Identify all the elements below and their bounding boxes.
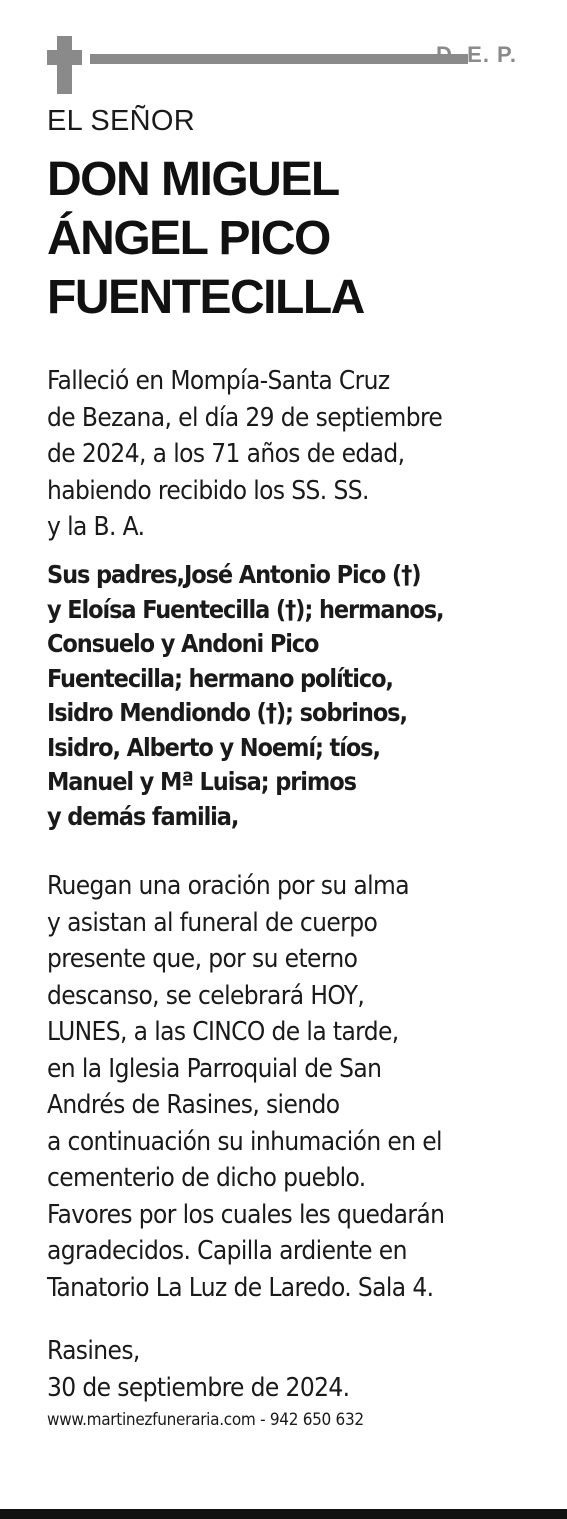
text-line: Falleció en Mompía-Santa Cruz	[47, 366, 390, 396]
family-paragraph	[47, 558, 527, 834]
deceased-name	[47, 150, 527, 327]
bottom-rule	[0, 1509, 567, 1519]
cross-icon	[57, 36, 72, 94]
text-line: 30 de septiembre de 2024.	[47, 1372, 350, 1403]
text-line: Favores por los cuales les quedarán	[47, 1199, 445, 1230]
cross-icon-arm	[47, 50, 82, 65]
text-line: a continuación su inhumación en el	[47, 1126, 442, 1157]
text-line: en la Iglesia Parroquial de San	[47, 1053, 382, 1084]
text-line: descanso, se celebrará HOY,	[47, 980, 365, 1011]
title-prefix: EL SEÑOR	[47, 105, 195, 137]
text-line: Consuelo y Andoni Pico	[47, 629, 319, 658]
text-line: presente que, por su eterno	[47, 944, 358, 974]
request-paragraph	[47, 868, 527, 1306]
text-line: y demás familia,	[47, 801, 239, 831]
dep-label: D. E. P.	[436, 42, 517, 67]
text-line: cementerio de dicho pueblo.	[47, 1163, 366, 1193]
text-line: Fuentecilla; hermano político,	[47, 663, 393, 693]
text-line: de 2024, a los 71 años de edad,	[47, 439, 405, 469]
notice-header	[47, 36, 517, 96]
text-line: Rasines,	[47, 1336, 140, 1366]
text-line: LUNES, a las CINCO de la tarde,	[47, 1017, 399, 1047]
text-line: agradecidos. Capilla ardiente en	[47, 1236, 407, 1266]
text-line: Tanatorio La Luz de Laredo. Sala 4.	[47, 1272, 434, 1303]
text-line: de Bezana, el día 29 de septiembre	[47, 402, 443, 433]
name-line: DON MIGUEL	[47, 153, 339, 206]
place-date	[47, 1333, 527, 1406]
death-paragraph	[47, 363, 527, 546]
text-line: Andrés de Rasines, siendo	[47, 1090, 340, 1120]
text-line: Ruegan una oración por su alma	[47, 871, 409, 901]
text-line: y Eloísa Fuentecilla (†); hermanos,	[47, 594, 444, 624]
text-line: y la B. A.	[47, 512, 145, 542]
text-line: Isidro Mendiondo (†); sobrinos,	[47, 698, 407, 727]
header-rule	[90, 54, 468, 64]
text-line: Isidro, Alberto y Noemí; tíos,	[47, 732, 380, 762]
text-line: habiendo recibido los SS. SS.	[47, 475, 369, 506]
text-line: Sus padres,José Antonio Pico (†)	[47, 560, 421, 589]
text-line: Manuel y Mª Luisa; primos	[47, 767, 356, 796]
name-line: ÁNGEL PICO	[47, 212, 330, 265]
name-line: FUENTECILLA	[47, 271, 364, 324]
footer-contact: www.martinezfuneraria.com - 942 650 632	[47, 1410, 364, 1430]
text-line: y asistan al funeral de cuerpo	[47, 907, 378, 938]
